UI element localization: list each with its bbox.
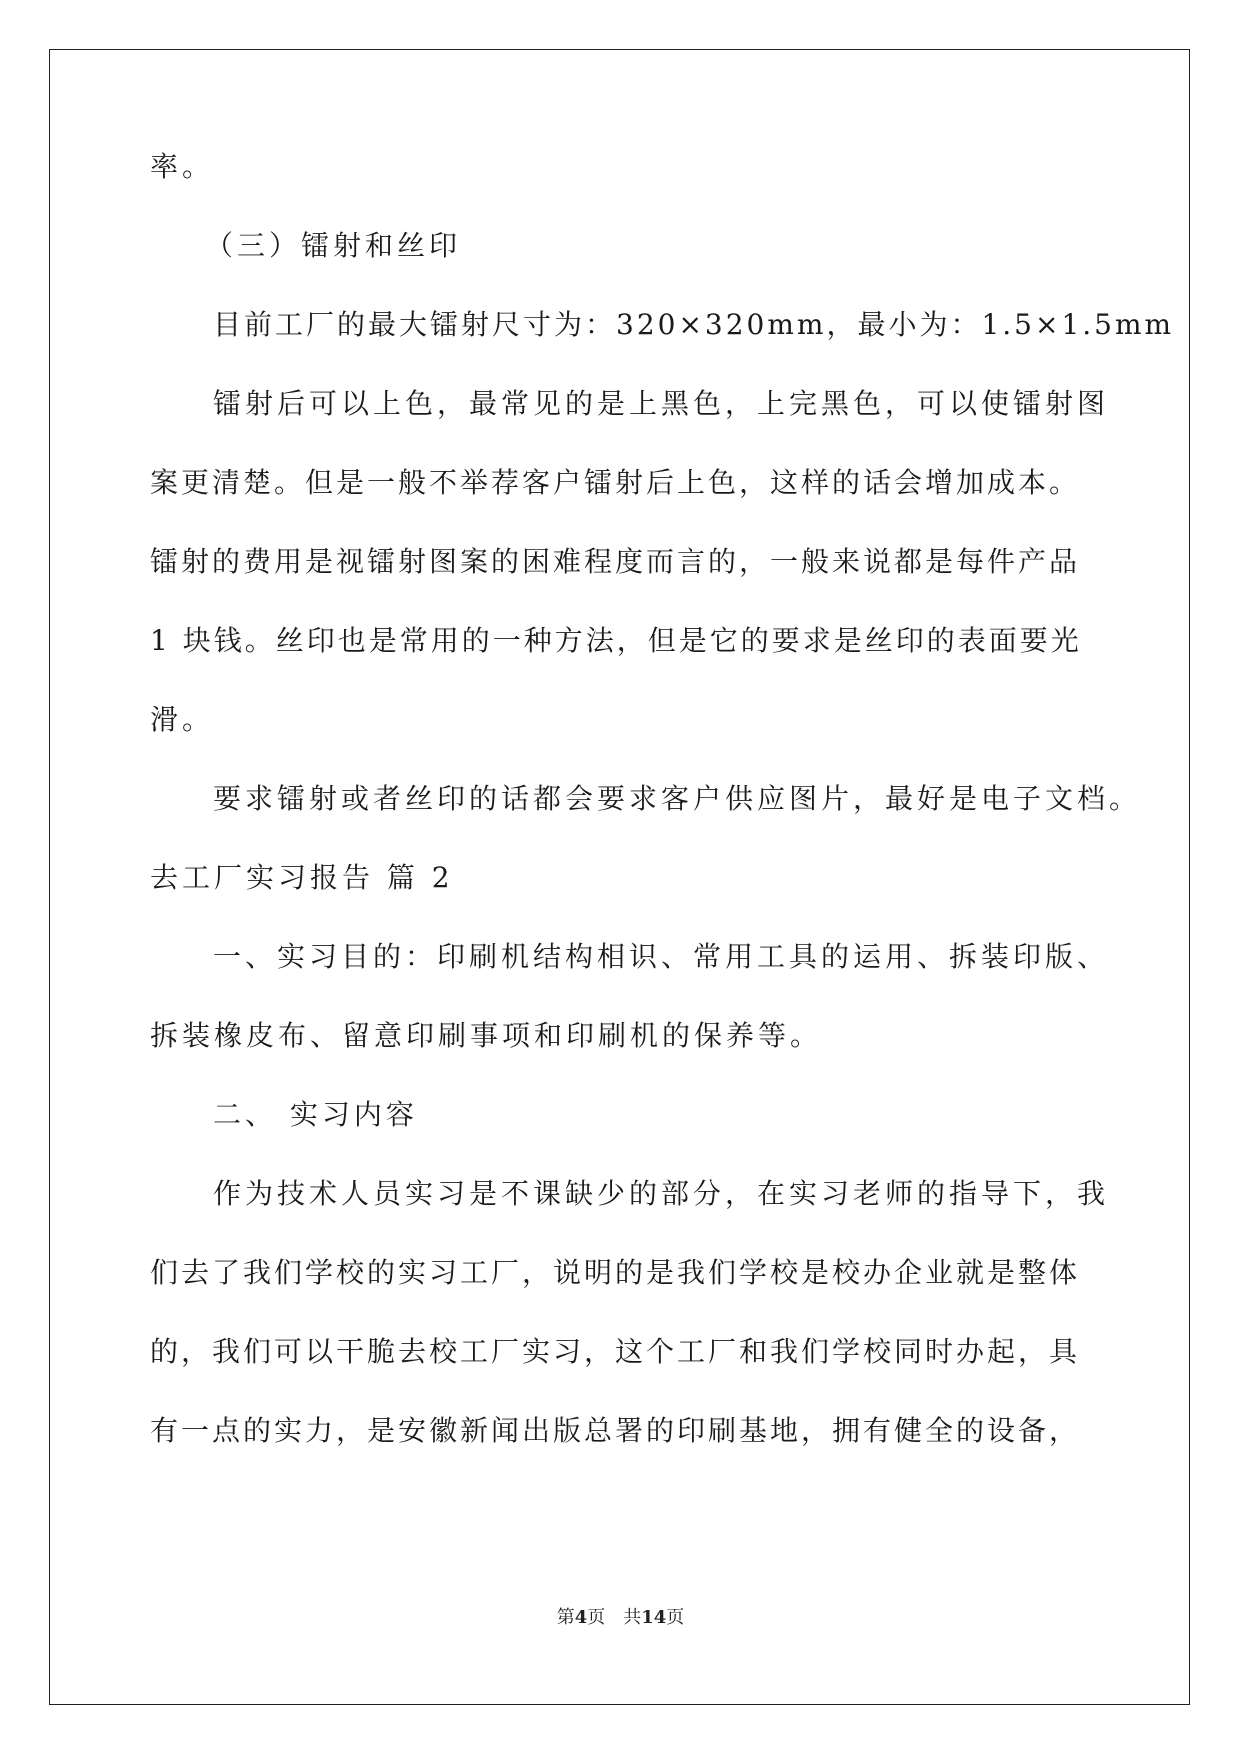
text-line-12: 拆装橡皮布、留意印刷事项和印刷机的保养等。: [150, 1019, 823, 1052]
article-heading: 去工厂实习报告 篇 2: [150, 861, 454, 894]
section-heading-content: 二、 实习内容: [213, 1098, 418, 1131]
footer-page-suffix: 页: [587, 1607, 606, 1628]
section-heading-laser-silkscreen: （三）镭射和丝印: [205, 229, 462, 262]
page-footer: [0, 1606, 1241, 1630]
footer-page-number: 4: [574, 1607, 588, 1628]
text-line-11: 一、实习目的：印刷机结构相识、常用工具的运用、拆装印版、: [213, 940, 1110, 973]
text-line-5: 案更清楚。但是一般不举荐客户镭射后上色，这样的话会增加成本。: [150, 466, 1081, 499]
text-line-4: 镭射后可以上色，最常见的是上黑色，上完黑色，可以使镭射图: [213, 387, 1110, 420]
text-line-3: 目前工厂的最大镭射尺寸为：320×320mm，最小为：1.5×1.5mm: [213, 308, 1175, 341]
footer-total-prefix: 共: [623, 1607, 642, 1628]
text-line-16: 的，我们可以干脆去校工厂实习，这个工厂和我们学校同时办起，具: [150, 1335, 1081, 1368]
text-line-14: 作为技术人员实习是不课缺少的部分，在实习老师的指导下，我: [213, 1177, 1110, 1210]
text-line-6: 镭射的费用是视镭射图案的困难程度而言的，一般来说都是每件产品: [150, 545, 1081, 578]
text-line-8: 滑。: [150, 703, 215, 736]
text-line-1: 率。: [150, 150, 215, 183]
text-line-15: 们去了我们学校的实习工厂，说明的是我们学校是校办企业就是整体: [150, 1256, 1081, 1289]
text-line-9: 要求镭射或者丝印的话都会要求客户供应图片，最好是电子文档。: [213, 782, 1142, 815]
footer-total-pages: 14: [641, 1607, 667, 1628]
footer-page-prefix: 第: [556, 1607, 575, 1628]
footer-total-suffix: 页: [666, 1607, 685, 1628]
text-line-17: 有一点的实力，是安徽新闻出版总署的印刷基地，拥有健全的设备，: [150, 1414, 1081, 1447]
text-line-7: 1 块钱。丝印也是常用的一种方法，但是它的要求是丝印的表面要光: [150, 624, 1082, 657]
